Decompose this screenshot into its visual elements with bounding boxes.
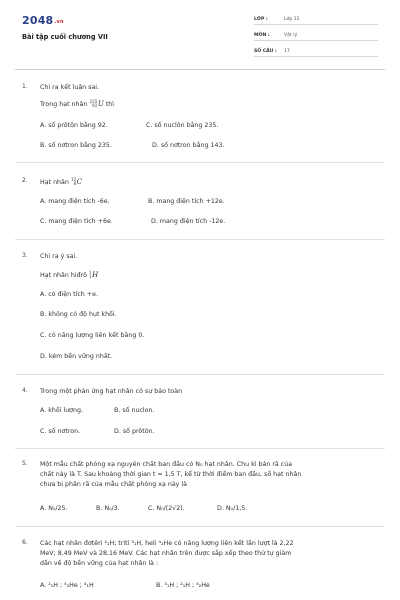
option-c[interactable]: C. N₀/(2√2).	[148, 505, 185, 512]
question-separator	[15, 374, 385, 375]
option-b[interactable]: B. ³₁H ; ²₁H ; ⁴₂He	[156, 582, 210, 589]
logo-suffix: .vn	[54, 19, 64, 25]
question-stem-2	[40, 99, 114, 109]
meta-key: SỐ CÂU :	[254, 49, 277, 54]
question-number: 6.	[22, 539, 28, 546]
atomic-number: 1	[88, 274, 92, 279]
header-divider	[15, 69, 385, 70]
stem-text: Hạt nhân hiđrô	[40, 272, 87, 279]
question-number: 4.	[22, 387, 28, 394]
question-stem-line-1: Các hạt nhân đơtêri ²₁H; triti ³₁H, heli ⁴₂He có năng lượng liên kết lần lượt là 2,22	[40, 540, 294, 547]
question-stem-line-3: chưa bị phân rã của mẫu chất phóng xạ này là	[40, 481, 188, 488]
header	[0, 0, 400, 70]
question-separator	[15, 448, 385, 449]
question-separator	[15, 239, 385, 240]
meta-value: Lớp 12	[284, 17, 300, 22]
stem-text: Hạt nhân	[40, 179, 69, 186]
option-c[interactable]: C. mang điện tích +6e.	[40, 218, 113, 225]
question-stem: Chỉ ra kết luận sai.	[40, 84, 100, 91]
question-stem: Chỉ ra ý sai.	[40, 253, 78, 260]
option-a[interactable]: A. N₀/25.	[40, 505, 68, 512]
option-b[interactable]: B. số nơtron bằng 235.	[40, 142, 112, 149]
mass-number: 12	[70, 176, 77, 182]
element-symbol: U	[97, 100, 104, 108]
question-stem	[40, 177, 82, 187]
meta-value: Vật lý	[284, 33, 298, 38]
option-d[interactable]: D. số prôtôn.	[114, 428, 155, 435]
question-number: 3.	[22, 252, 28, 259]
mass-number: 235	[89, 98, 98, 104]
option-b[interactable]: B. N₀/3.	[96, 505, 120, 512]
isotope-numbers	[71, 178, 76, 186]
document-title: Bài tập cuối chương VII	[22, 33, 108, 41]
logo-text: 2048	[22, 14, 54, 27]
question-stem: Trong một phản ứng hạt nhân có sự bảo toàn	[40, 388, 183, 395]
question-separator	[15, 162, 385, 163]
meta-key: MÔN :	[254, 33, 270, 38]
option-d[interactable]: D. số nơtron bằng 143.	[152, 142, 225, 149]
isotope-numbers	[89, 100, 97, 108]
option-c[interactable]: C. có năng lượng liên kết bằng 0.	[40, 332, 145, 339]
option-c[interactable]: C. số nơtron.	[40, 428, 81, 435]
question-stem-2	[40, 270, 98, 280]
question-stem-line-2: chất này là T. Sau khoảng thời gian t = 1,5 T, kể từ thời điểm ban đầu, số hạt nhân	[40, 471, 302, 478]
option-b[interactable]: B. số nuclon.	[114, 407, 155, 414]
option-a[interactable]: A. ²₁H ; ⁴₂He ; ³₁H	[40, 582, 94, 589]
meta-value: 17	[284, 49, 290, 54]
question-number: 5.	[22, 460, 28, 467]
option-b[interactable]: B. không có độ hụt khối.	[40, 311, 117, 318]
option-a[interactable]: A. có điện tích +e.	[40, 291, 98, 298]
option-a[interactable]: A. mang điện tích -6e.	[40, 198, 110, 205]
stem-text: Trong hạt nhân	[40, 101, 88, 108]
meta-key: LỚP :	[254, 17, 268, 22]
meta-row-count	[254, 44, 378, 57]
option-d[interactable]: D. kém bền vững nhất.	[40, 353, 113, 360]
question-number: 1.	[22, 83, 28, 90]
option-d[interactable]: D. N₀/1,5.	[217, 505, 248, 512]
atomic-number: 6	[73, 181, 77, 186]
question-number: 2.	[22, 177, 28, 184]
stem-text: thì	[105, 101, 115, 108]
meta-row-class	[254, 12, 378, 25]
option-c[interactable]: C. số nuclôn bằng 235.	[146, 122, 219, 129]
question-stem-line-1: Một mẫu chất phóng xạ nguyên chất ban đầu có N₀ hạt nhân. Chu kì bán rã của	[40, 461, 293, 468]
site-logo[interactable]	[22, 14, 64, 27]
atomic-number: 92	[92, 103, 98, 108]
option-a[interactable]: A. số prôtôn bằng 92.	[40, 122, 108, 129]
question-separator	[15, 526, 385, 527]
mass-number: 1	[88, 269, 92, 275]
question-stem-line-3: dần về độ bền vững của hạt nhân là :	[40, 560, 159, 567]
question-stem-line-2: MeV; 8,49 MeV và 28,16 MeV. Các hạt nhân trên được sắp xếp theo thứ tự giảm	[40, 550, 292, 557]
meta-row-subject	[254, 28, 378, 41]
element-symbol: C	[76, 178, 83, 186]
option-d[interactable]: D. mang điện tích -12e.	[151, 218, 226, 225]
option-a[interactable]: A. khối lượng.	[40, 407, 84, 414]
element-symbol: H	[92, 271, 99, 279]
option-b[interactable]: B. mang điện tích +12e.	[148, 198, 225, 205]
